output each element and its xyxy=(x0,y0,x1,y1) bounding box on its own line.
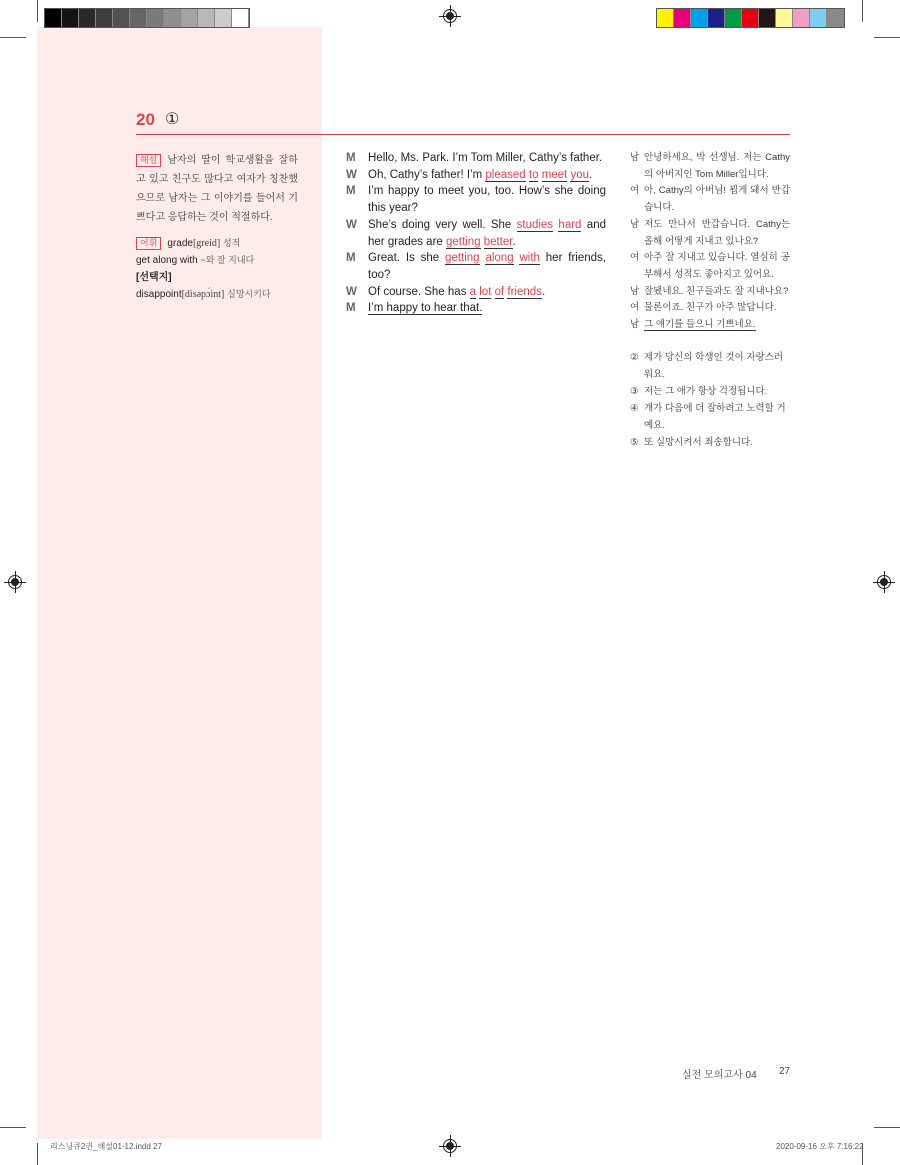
speaker-label: 여 xyxy=(630,252,640,264)
registration-swatch xyxy=(691,9,708,27)
dictation-blank: with xyxy=(519,252,540,265)
choice-number: ② xyxy=(630,352,639,363)
registration-swatch xyxy=(215,9,232,27)
registration-swatch xyxy=(776,9,793,27)
translation-text xyxy=(644,150,790,183)
registration-swatch xyxy=(827,9,844,27)
speaker-label: 남 xyxy=(630,152,640,163)
choice-number: ⑤ xyxy=(630,437,639,448)
vocab-word: disappoint xyxy=(136,289,182,300)
translation-line xyxy=(630,317,790,334)
vocab-word: get along with xyxy=(136,255,198,266)
text-run: Great. Is she xyxy=(368,252,446,265)
text-run: 저도 만나서 반갑습니다. Cathy는 올해 어떻게 지내고 있나요? xyxy=(644,218,790,247)
registration-target-icon xyxy=(443,9,457,23)
dialogue-line xyxy=(346,284,606,301)
dictation-blank: a xyxy=(469,285,477,298)
speaker-label: 남 xyxy=(630,319,640,331)
text-run: Hello, Ms. Park. I’m Tom Miller, Cathy’s father. xyxy=(368,152,603,164)
dialogue-script xyxy=(346,150,606,317)
dialogue-line xyxy=(346,217,606,250)
translation-line xyxy=(630,284,790,301)
crop-mark xyxy=(37,1143,38,1165)
text-run: and her grades are xyxy=(368,218,606,248)
dictation-blank: of xyxy=(494,285,505,298)
registration-swatch xyxy=(62,9,79,27)
choice-text: 또 실망시켜서 죄송합니다. xyxy=(644,437,753,448)
speaker-label: 남 xyxy=(630,285,640,297)
text-run: . xyxy=(589,168,593,181)
vocab-pronunciation: [greid] xyxy=(192,238,221,249)
dictation-blank: you xyxy=(570,168,590,181)
explanation-label: 해설 xyxy=(136,154,161,167)
vocabulary-label: 어휘 xyxy=(136,237,161,250)
registration-swatch xyxy=(45,9,62,27)
text-run: Of course. She has xyxy=(368,285,470,298)
answer-sentence: 그 얘기를 들으니 기쁘네요. xyxy=(644,319,756,331)
registration-swatch xyxy=(147,9,164,27)
crop-mark xyxy=(0,1127,26,1128)
question-number: 20 xyxy=(136,110,155,129)
dialogue-text xyxy=(368,284,606,301)
dictation-blank: friends xyxy=(507,285,542,298)
crop-mark xyxy=(0,37,26,38)
registration-target-icon xyxy=(8,575,22,589)
registration-swatch xyxy=(759,9,776,27)
speaker-label: W xyxy=(346,168,357,181)
answer-sentence: I’m happy to hear that. xyxy=(368,302,483,315)
text-run: . xyxy=(512,235,516,248)
speaker-label: 여 xyxy=(630,185,640,197)
dialogue-line xyxy=(346,300,606,317)
speaker-label: M xyxy=(346,185,356,198)
dialogue-text xyxy=(368,150,606,167)
explanation-text: 남자의 딸이 학교생활을 잘하고 있고 친구도 많다고 여자가 칭찬했으므로 남자는 그 이야기를 들어서 기쁘다고 응답하는 것이 적절하다. xyxy=(136,155,298,223)
registration-swatch xyxy=(793,9,810,27)
dialogue-line xyxy=(346,150,606,167)
choices-vocab-label: [선택지] xyxy=(136,272,172,283)
registration-swatch xyxy=(130,9,147,27)
translation-text xyxy=(644,183,790,216)
text-run: 아, Cathy의 아버님! 뵙게 돼서 반갑습니다. xyxy=(644,185,790,214)
translation-text xyxy=(644,217,790,250)
speaker-label: W xyxy=(346,218,357,231)
crop-mark xyxy=(37,0,38,22)
registration-swatch xyxy=(657,9,674,27)
dialogue-text xyxy=(368,217,606,250)
translation-line xyxy=(630,300,790,317)
crop-mark xyxy=(874,37,900,38)
registration-swatch xyxy=(725,9,742,27)
dictation-blank: getting xyxy=(446,235,481,248)
dictation-blank: to xyxy=(528,168,539,181)
registration-swatch xyxy=(708,9,725,27)
choice-text: 저는 그 애가 항상 걱정됩니다. xyxy=(644,386,768,397)
choice-item xyxy=(630,400,792,434)
text-run: 잘됐네요. 친구들과도 잘 지내나요? xyxy=(644,285,789,297)
text-run: She’s doing very well. She xyxy=(368,218,517,231)
text-run: 물론이죠. 친구가 아주 많답니다. xyxy=(644,302,777,314)
registration-swatch xyxy=(810,9,827,27)
registration-swatch xyxy=(674,9,691,27)
vocab-meaning: ~와 잘 지내다 xyxy=(200,255,255,265)
translation-line xyxy=(630,150,790,183)
registration-swatch xyxy=(181,9,198,27)
text-run: 아주 잘 지내고 있습니다. 열심히 공부해서 성적도 좋아지고 있어요. xyxy=(644,252,790,280)
page-number: 27 xyxy=(779,1066,791,1077)
speaker-label: 남 xyxy=(630,218,640,230)
text-run: her friends, too? xyxy=(368,252,606,281)
dictation-blank: better xyxy=(483,235,513,248)
file-slug: 리스닝큐2권_해설01-12.indd 27 xyxy=(50,1142,162,1151)
registration-swatch xyxy=(96,9,113,27)
section-title: 실전 모의고사 04 xyxy=(682,1070,757,1081)
grayscale-registration-bar xyxy=(44,8,250,28)
registration-swatch xyxy=(164,9,181,27)
choice-text: 제가 당신의 학생인 것이 자랑스러워요. xyxy=(644,352,784,380)
speaker-label: M xyxy=(346,252,356,265)
registration-target-icon xyxy=(443,1139,457,1153)
translation-text xyxy=(644,284,790,301)
translation-text xyxy=(644,250,790,283)
speaker-label: W xyxy=(346,285,357,298)
vocabulary-block xyxy=(136,235,316,303)
dialogue-line xyxy=(346,167,606,184)
text-run: . xyxy=(541,285,546,298)
vocab-word: grade xyxy=(167,238,193,249)
registration-swatch xyxy=(232,9,249,27)
registration-swatch xyxy=(742,9,759,27)
registration-target-icon xyxy=(877,575,891,589)
dictation-blank: pleased xyxy=(485,168,526,181)
dialogue-text xyxy=(368,300,606,317)
translation-line xyxy=(630,217,790,250)
crop-mark xyxy=(874,1127,900,1128)
answer-choice: ① xyxy=(165,111,180,128)
dialogue-translation xyxy=(630,150,790,334)
dialogue-line xyxy=(346,250,606,283)
translation-line xyxy=(630,183,790,216)
choice-number: ④ xyxy=(630,403,639,414)
choice-item xyxy=(630,383,792,400)
dialogue-line xyxy=(346,183,606,216)
translation-text xyxy=(644,317,790,334)
choice-translations xyxy=(630,349,792,451)
heading-divider xyxy=(136,134,790,135)
explanation-block xyxy=(136,151,298,227)
speaker-label: M xyxy=(346,152,356,164)
registration-swatch xyxy=(79,9,96,27)
dictation-blank: along xyxy=(485,252,514,265)
choice-number: ③ xyxy=(630,386,639,397)
dialogue-text xyxy=(368,167,606,184)
vocab-meaning: 성적 xyxy=(222,238,241,248)
registration-swatch xyxy=(113,9,130,27)
registration-swatch xyxy=(198,9,215,27)
vocab-pronunciation: [dìsəpɔ́int] xyxy=(181,289,225,300)
dictation-blank: lot xyxy=(479,285,492,298)
choice-item xyxy=(630,349,792,383)
vocab-meaning: 실망시키다 xyxy=(227,289,271,299)
speaker-label: M xyxy=(346,302,356,315)
color-registration-bar xyxy=(656,8,845,28)
speaker-label: 여 xyxy=(630,302,640,314)
text-run: 안녕하세요, 박 선생님. 저는 Cathy의 아버지인 Tom Miller입니다. xyxy=(644,152,790,180)
translation-text xyxy=(644,300,790,317)
dialogue-text xyxy=(368,183,606,216)
print-timestamp: 2020-09-16 오후 7:16:22 xyxy=(776,1142,864,1151)
choice-item xyxy=(630,434,792,451)
dictation-blank: studies xyxy=(516,218,554,231)
text-run: I’m happy to meet you, too. How’s she doing this year? xyxy=(368,185,606,215)
crop-mark xyxy=(862,0,863,22)
dictation-blank: hard xyxy=(558,218,582,231)
text-run: Oh, Cathy’s father! I’m xyxy=(368,168,486,181)
dialogue-text xyxy=(368,250,606,283)
dictation-blank: meet xyxy=(541,168,568,181)
translation-line xyxy=(630,250,790,283)
choice-text: 걔가 다음에 더 잘하려고 노력할 거예요. xyxy=(644,403,786,431)
dictation-blank: getting xyxy=(445,252,480,265)
